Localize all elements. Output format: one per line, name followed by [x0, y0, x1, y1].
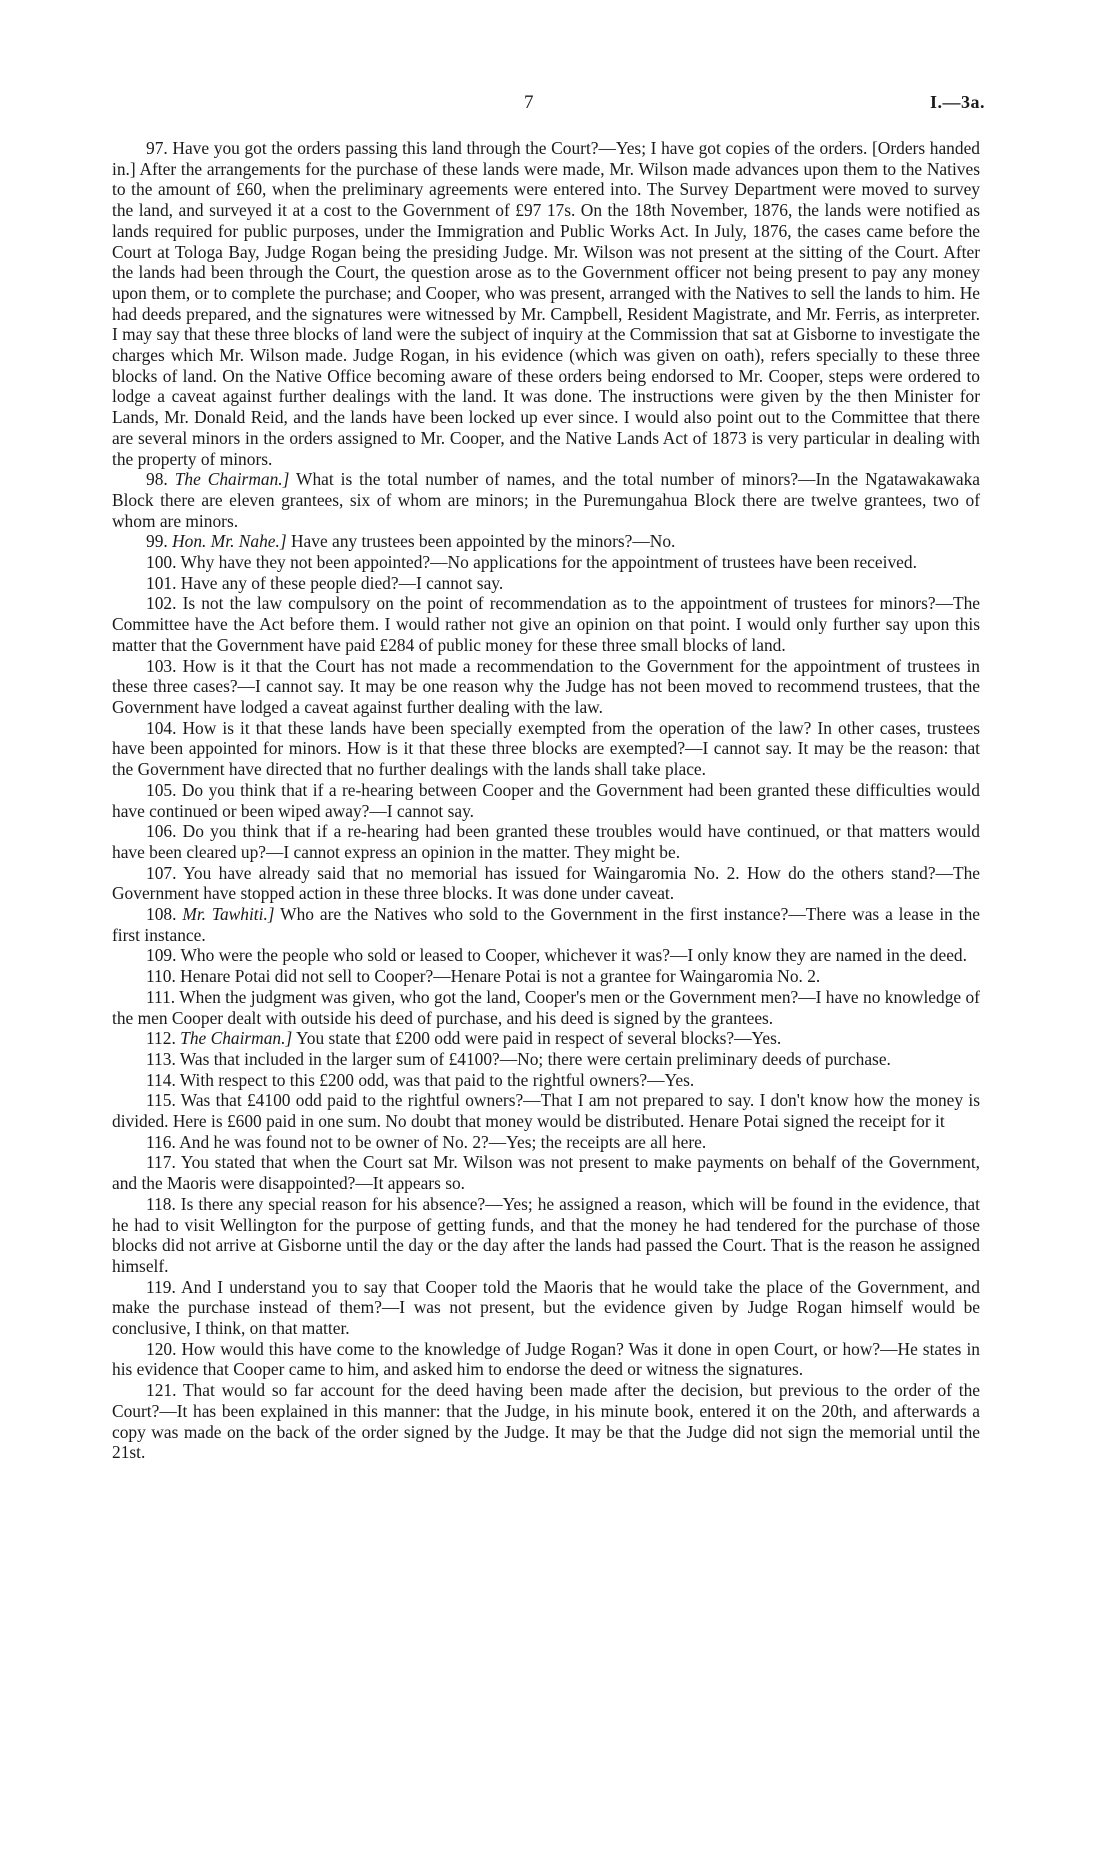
- question-number: 106.: [146, 821, 177, 842]
- question-number: 115.: [146, 1090, 176, 1111]
- question-number: 113.: [146, 1048, 176, 1069]
- question-number: 110.: [146, 966, 176, 987]
- question-paragraph: [112, 469, 980, 531]
- question-text: Is not the law compulsory on the point of recommendation as to the appointment of trustees for minors?—The Committee have the Act before them. I would rather not give an opinion on that point. I would only further say upon this matter that the Government have paid £284 of public money for these three small blocks of land.: [112, 593, 980, 655]
- question-text: How is it that these lands have been specially exempted from the operation of the law? In other cases, trustees have been appointed for minors. How is it that these three blocks are exempted?—I cannot say. It may be the reason: that the Government have directed that no further dealings with the lands shall take place.: [112, 717, 980, 780]
- question-paragraph: [112, 780, 980, 821]
- question-number: 103.: [146, 655, 177, 676]
- question-text: Who are the Natives who sold to the Government in the first instance?—There was a lease in the first instance.: [112, 904, 980, 945]
- question-text: With respect to this £200 odd, was that paid to the rightful owners?—Yes.: [179, 1069, 695, 1090]
- question-text: What is the total number of names, and the total number of minors?—In the Ngatawakawaka Block there are eleven grantees, six of whom are minors; in the Puremungahua Block there are twelve grantees, two of whom are minors.: [112, 469, 980, 531]
- question-text: Henare Potai did not sell to Cooper?—Henare Potai is not a grantee for Waingaromia No. 2.: [180, 966, 821, 987]
- question-text: You state that £200 odd were paid in respect of several blocks?—Yes.: [295, 1028, 782, 1049]
- question-number: 101.: [146, 572, 177, 593]
- question-text: When the judgment was given, who got the land, Cooper's men or the Government men?—I have no knowledge of the men Cooper dealt with outside his deed of purchase, and his deed is signed by the grantees.: [112, 986, 980, 1028]
- question-paragraph: [112, 552, 980, 573]
- page-number: 7: [524, 92, 534, 113]
- question-number: 102.: [146, 593, 177, 614]
- question-text: How is it that the Court has not made a recommendation to the Government for the appointment of trustees in these three cases?—I cannot say. It may be one reason why the Judge has not been moved to recommend trustees, that the Government have lodged a caveat against further dealing with the law.: [112, 655, 980, 717]
- page-header: [0, 92, 1114, 120]
- question-paragraph: [112, 138, 980, 469]
- question-number: 120.: [146, 1338, 177, 1359]
- question-paragraph: [112, 593, 980, 655]
- question-number: 116.: [146, 1131, 176, 1152]
- question-text: Do you think that if a re-hearing between Cooper and the Government had been granted these difficulties would have continued or been wiped away?—I cannot say.: [112, 779, 980, 821]
- question-number: 97.: [146, 138, 168, 158]
- question-number: 111.: [146, 986, 176, 1007]
- speaker-name: Hon. Mr. Nahe.]: [172, 531, 287, 552]
- speaker-name: The Chairman.]: [180, 1028, 293, 1049]
- question-number: 108.: [146, 904, 177, 925]
- question-number: 112.: [146, 1028, 176, 1049]
- question-number: 98.: [146, 469, 168, 490]
- question-paragraph: [112, 821, 980, 862]
- question-paragraph: [112, 904, 980, 945]
- question-number: 114.: [146, 1069, 176, 1090]
- question-number: 119.: [146, 1276, 176, 1297]
- question-number: 118.: [146, 1193, 176, 1214]
- question-paragraph: [112, 1028, 980, 1049]
- question-text: And I understand you to say that Cooper told the Maoris that he would take the place of the Government, and make the purchase instead of them?—I was not present, but the evidence given by Judge Rogan himself would be conclusive, I think, on that matter.: [112, 1276, 980, 1339]
- question-text: You stated that when the Court sat Mr. Wilson was not present to make payments on behalf of the Government, and the Maoris were disappointed?—It appears so.: [112, 1152, 981, 1194]
- question-paragraph: [112, 1277, 980, 1339]
- question-text: Who were the people who sold or leased to Cooper, whichever it was?—I only know they are named in the deed.: [180, 945, 967, 966]
- speaker-name: Mr. Tawhiti.]: [182, 904, 275, 925]
- question-paragraph: [112, 1090, 980, 1131]
- question-text: Was that £4100 odd paid to the rightful owners?—That I am not prepared to say. I don't know how the money is divided. Here is £600 paid in one sum. No doubt that money would be distributed. Henare Potai signed the receipt for it: [112, 1090, 980, 1132]
- question-number: 104.: [146, 717, 177, 738]
- question-text: Is there any special reason for his absence?—Yes; he assigned a reason, which will be found in the evidence, that he had to visit Wellington for the purpose of getting funds, and that the money he had tendered for the purchase of those blocks did not arrive at Gisborne until the day or the day after the lands had passed the Court. That is the reason he assigned himself.: [112, 1193, 980, 1276]
- question-text: You have already said that no memorial has issued for Waingaromia No. 2. How do the others stand?—The Government have stopped action in these three blocks. It was done under caveat.: [112, 862, 981, 904]
- question-paragraph: [112, 573, 980, 594]
- question-paragraph: [112, 531, 980, 552]
- question-paragraph: [112, 656, 980, 718]
- question-paragraph: [112, 966, 980, 987]
- question-number: 109.: [146, 945, 177, 966]
- evidence-text: [112, 138, 980, 1463]
- question-paragraph: [112, 863, 980, 904]
- question-text: That would so far account for the deed having been made after the decision, but previous to the order of the Court?—It has been explained in this manner: that the Judge, in his minute book, entered it on the 20th, and afterwards a copy was made on the back of the order signed by the Judge. It may be that the Judge did not sign the memorial until the 21st.: [112, 1380, 980, 1463]
- question-paragraph: [112, 945, 980, 966]
- question-number: 117.: [146, 1152, 176, 1173]
- question-number: 99.: [146, 531, 168, 552]
- question-text: Have any trustees been appointed by the minors?—No.: [290, 531, 676, 552]
- question-paragraph: [112, 987, 980, 1028]
- question-paragraph: [112, 1132, 980, 1153]
- question-text: Have you got the orders passing this land through the Court?—Yes; I have got copies of the orders. [Orders handed in.] After the arrangements for the purchase of these lands were made, Mr. Wilson made advances upon them to the Natives to the amount of £60, when the preliminary agreements were entered into. The Survey Department were moved to survey the land, and surveyed it at a cost to the Government of £97 17s. On the 18th November, 1876, the lands were notified as lands required for public purposes, under the Immigration and Public Works Act. In July, 1876, the cases came before the Court at Tologa Bay, Judge Rogan being the presiding Judge. Mr. Wilson was not present at the sitting of the Court. After the lands had been through the Court, the question arose as to the Government officer not being present to pay any money upon them, or to complete the purchase; and Cooper, who was present, arranged with the Natives to sell the lands to him. He had deeds prepared, and the signatures were witnessed by Mr. Campbell, Resident Magistrate, and Mr. Ferris, as interpreter. I may say that these three blocks of land were the subject of inquiry at the Commission that sat at Gisborne to investigate the charges which Mr. Wilson made. Judge Rogan, in his evidence (which was given on oath), refers specially to these three blocks of land. On the Native Office becoming aware of these orders being endorsed to Mr. Cooper, steps were ordered to lodge a caveat against further dealings with the land. It was done. The instructions were given by the then Minister for Lands, Mr. Donald Reid, and the lands have been locked up ever since. I would also point out to the Committee that there are several minors in the orders assigned to Mr. Cooper, and the Native Lands Act of 1873 is very particular in dealing with the property of minors.: [112, 138, 980, 469]
- question-text: How would this have come to the knowledge of Judge Rogan? Was it done in open Court, or how?—He states in his evidence that Cooper came to him, and asked him to endorse the deed or witness the signatures.: [112, 1338, 980, 1380]
- question-number: 107.: [146, 862, 177, 883]
- question-number: 100.: [146, 552, 177, 573]
- question-number: 105.: [146, 779, 177, 800]
- question-text: Have any of these people died?—I cannot say.: [180, 572, 504, 593]
- speaker-name: The Chairman.]: [174, 469, 290, 490]
- question-text: Was that included in the larger sum of £4100?—No; there were certain preliminary deeds of purchase.: [179, 1048, 891, 1069]
- question-text: And he was found not to be owner of No. 2?—Yes; the receipts are all here.: [179, 1131, 707, 1152]
- document-reference: I.—3a.: [929, 92, 985, 112]
- question-paragraph: [112, 1380, 980, 1463]
- question-number: 121.: [146, 1380, 177, 1401]
- question-text: Do you think that if a re-hearing had been granted these troubles would have continued, or that matters would have been cleared up?—I cannot express an opinion in the matter. They might be.: [112, 821, 980, 862]
- question-paragraph: [112, 1070, 980, 1091]
- question-paragraph: [112, 1152, 980, 1193]
- question-paragraph: [112, 718, 980, 780]
- question-text: Why have they not been appointed?—No applications for the appointment of trustees have been received.: [180, 552, 917, 573]
- question-paragraph: [112, 1339, 980, 1380]
- question-paragraph: [112, 1049, 980, 1070]
- question-paragraph: [112, 1194, 980, 1277]
